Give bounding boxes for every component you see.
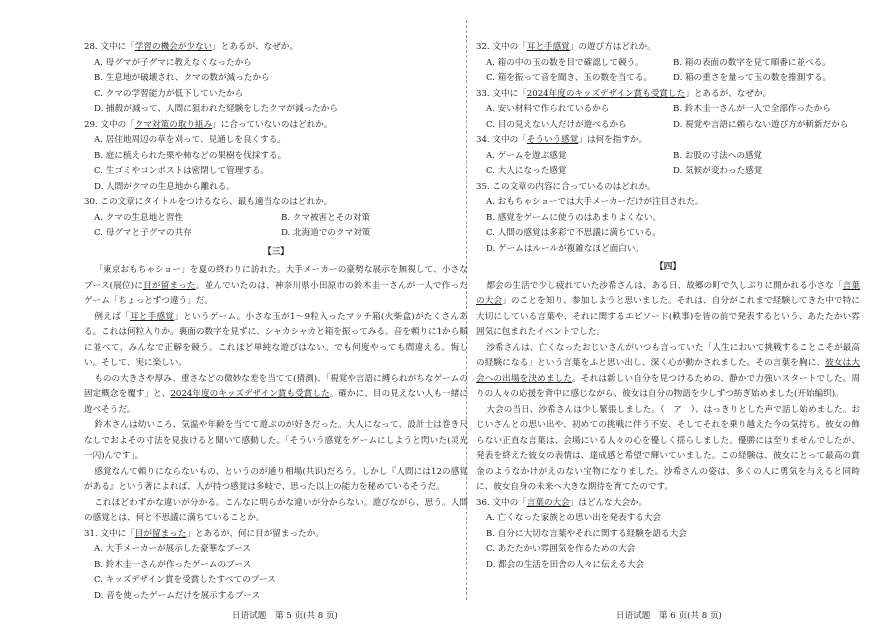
q28-option-b: B. 生息地が破壊され、クマの数が減ったから <box>94 73 270 83</box>
q33-option-b: B. 鈴木圭一さんが一人で全部作ったから <box>673 104 831 114</box>
q32-option-c: C. 箱を振って音を聞き、玉の数を当てる。 <box>486 73 653 83</box>
q28-option-d: D. 捕殺が減って、人間に狙われた経験をしたクマが減ったから <box>94 104 338 114</box>
q32-option-d: D. 箱の重さを量って玉の数を推測する。 <box>673 73 832 83</box>
question-32: 32. 文中の「耳と手感覚」の遊び方はどれか。 <box>476 42 656 52</box>
q30-option-c: C. 母グマと子グマの共存 <box>94 228 192 238</box>
question-34: 34. 文中の「そういう感覚」は何を指すか。 <box>476 135 648 145</box>
q31-option-c: C. キッズデザイン賞を受賞したすべてのブース <box>94 575 276 585</box>
passage-3-paragraph-2: 例えば「耳と手感覚」というゲーム。小さな玉が1～9粒入ったマッチ箱(火柴盒)がたくさんある。これは何粒入りか。裏面の数字を見ずに、シャカシャカと箱を振ってみる。音を頼りに1から順に並べて、みんなで正解を競う。これほど単純な遊びはない。でも何度やっても間違える。悔しい。そして、実に楽しい。 <box>84 311 468 368</box>
q30-options-row2 <box>94 226 468 242</box>
page-footer-left: 日语试题 第 5 页(共 8 页) <box>232 611 338 621</box>
q34-option-c: C. 大人になった感覚 <box>486 166 567 176</box>
q31-option-b: B. 鈴木圭一さんが作ったゲームのブース <box>94 559 252 570</box>
q34-options-row1 <box>486 149 860 165</box>
page-footer-right: 日语试题 第 6 页(共 8 页) <box>616 611 722 621</box>
q28-option-c: C. クマの学習能力が低下していたから <box>94 88 244 99</box>
question-31: 31. 文中に「目が留まった」とあるが、何に目が留まったか。 <box>84 528 324 539</box>
q32-option-b: B. 箱の表面の数字を見て順番に並べる。 <box>673 57 831 68</box>
q36-option-b: B. 自分に大切な言葉やそれに関する経験を語る大会 <box>486 528 687 539</box>
q32-options-row1 <box>486 56 860 72</box>
q34-option-a: A. ゲームを遊ぶ感覚 <box>486 150 567 161</box>
q35-option-b: B. 感覚をゲームに使うのはあまりよくない。 <box>486 212 662 223</box>
q35-option-c: C. 人間の感覚は多彩で不思議に満ちている。 <box>486 228 661 238</box>
q30-options-row1 <box>94 211 468 227</box>
q36-option-a: A. 亡くなった家族との思い出を発表する大会 <box>486 513 661 523</box>
question-28: 28. 文中に「学習の機会が少ない」とあるが、なぜか。 <box>84 42 299 52</box>
section-4-heading: 【四】 <box>655 262 681 272</box>
q28-option-a: A. 母グマが子グマに教えなくなったから <box>94 57 252 68</box>
q29-option-b: B. 庭に植えられた栗や柿などの果樹を伐採する。 <box>94 150 287 161</box>
passage-4-paragraph-3: 大会の当日、沙希さんは少し緊張しました。（ ア ）、はっきりとした声で話し始めました。おじいさんとの思い出や、初めての挑戦に伴う不安、そしてそれを乗り越えた今の気持ち。彼女の飾らない正直な言葉は、会場にいる人々の心を優しく揺らしました。優勝には至りませんでしたが、発表を終えた彼女の表情は、達成感と希望で輝いていました。この経験は、彼女にとって最高の賞金のようなかけがえのない宝物になりました。沙希さんの姿は、多くの人に勇気を与えると同時に、彼女自身の未来へ大きな期待を育てたのです。 <box>476 404 860 492</box>
question-30: 30. この文章にタイトルをつけるなら、最も適当なのはどれか。 <box>84 197 333 207</box>
question-36: 36. 文中の「言葉の大会」はどんな大会か。 <box>476 497 648 508</box>
q36-option-d: D. 都会の生活を田舎の人々に伝える大会 <box>486 559 645 570</box>
q33-options-row2 <box>486 118 860 134</box>
q32-options-row2 <box>486 71 860 87</box>
q35-option-d: D. ゲームはルールが複雑なほど面白い。 <box>486 243 644 254</box>
q34-option-b: B. お股の寸法への感覚 <box>673 150 763 161</box>
q30-option-d: D. 北海道でのクマ対策 <box>281 228 371 238</box>
q29-option-d: D. 人間がクマの生息地から離れる。 <box>94 181 235 192</box>
q32-option-a: A. 箱の中の玉の数を目で確認して競う。 <box>486 57 644 68</box>
passage-4-paragraph-1: 都会の生活で少し疲れていた沙希さんは、ある日、故郷の町で久しぶりに開かれる小さな「言葉の大会」のことを知り、参加しようと思いました。それは、自分がこれまで経験してきた中で特に大切にしている言葉や、それに関するエピソード(軼事)を皆の前で発表するという、あたたかい雰囲気に包まれたイベントでした。 <box>476 280 860 337</box>
q30-option-a: A. クマの生息地と習性 <box>94 212 184 223</box>
question-29: 29. 文中の「クマ対策の取り組み」に合っていないのはどれか。 <box>84 119 333 130</box>
passage-3-paragraph-4: 鈴木さんは幼いころ、気温や年齢を当てて遊ぶのが好きだった。大人になって、設計士は巻き尺なしでおよその寸法を見抜けると聞いて感動した。「そういう感覚をゲームにしようと閃いた(灵光一闪)んです」。 <box>84 420 468 461</box>
q33-option-d: D. 視覚や言語に頼らない遊び方が斬新だから <box>673 119 849 130</box>
passage-3-paragraph-1: 「東京おもちゃショー」を夏の終わりに訪れた。大手メーカーの豪勢な展示を無視して、小さなブース(展位)に目が留まった。並んでいたのは、神奈川県小田原市の鈴木圭一さんが一人で作ったゲーム「ちょっとずつ違う」だ。 <box>84 265 468 306</box>
passage-4-paragraph-2: 沙希さんは、亡くなったおじいさんがいつも言っていた「人生において挑戦することこそが最高の経験になる」という言葉をふと思い出し、深く心が動かされました。その言葉を胸に、彼女は大会への出場を決めました。それは新しい自分を見つけるための、静かで力強いスタートでした。周りの人々の応援を背中に感じながら、彼女は自分の物語を少しずつ紡ぎ始めました(开始编织)。 <box>476 342 860 399</box>
passage-3-paragraph-5: 感覚なんて頼りにならないもの、というのが通り相場(共识)だろう。しかし『人間には12の感覚がある』という著によれば、人が持つ感覚は多岐で、思った以上の能力を秘めているそうだ。 <box>84 466 468 492</box>
q31-option-d: D. 音を使ったゲームだけを展示するブース <box>94 590 261 601</box>
q31-option-a: A. 大手メーカーが展示した豪華なブース <box>94 544 251 554</box>
q30-option-b: B. クマ被害とその対策 <box>281 212 371 223</box>
q33-option-c: C. 目の見えない人だけが遊べるから <box>486 119 627 130</box>
passage-3-paragraph-3: ものの大きさや厚み、重さなどの微妙な差を当てて(猜測)、「視覚や言語に縛られがちなゲームの固定概念を覆す」と、2024年度のキッズデザイン賞も受賞した。確かに、目の見えない人も一緒に遊べそうだ。 <box>84 373 468 415</box>
q34-options-row2 <box>486 164 860 180</box>
q29-option-c: C. 生ゴミやコンポストは密閉して管理する。 <box>94 166 270 176</box>
section-3-heading: 【三】 <box>263 246 289 257</box>
q35-option-a: A. おもちゃショーでは大手メーカーだけが注目された。 <box>486 197 704 207</box>
left-column <box>84 40 468 604</box>
question-33: 33. 文中に「2024年度のキッズデザイン賞も受賞した」とあるが、なぜか。 <box>476 88 772 99</box>
q33-option-a: A. 安い材料で作られているから <box>486 104 610 114</box>
passage-3-paragraph-6: これほどわずかな違いが分かる。こんなに明らかな違いが分からない。遊びながら、思う。人間の感覚とは、何と不思議に満ちていることか。 <box>84 497 468 523</box>
q33-options-row1 <box>486 102 860 118</box>
q29-option-a: A. 居住地周辺の草を刈って、見通しを良くする。 <box>94 135 286 145</box>
q36-option-c: C. あたたかい雰囲気を作るための大会 <box>486 544 636 554</box>
q34-option-d: D. 気候が変わった感覚 <box>673 166 763 176</box>
right-column <box>476 40 860 573</box>
question-35: 35. この文章の内容に合っているのはどれか。 <box>476 181 656 192</box>
